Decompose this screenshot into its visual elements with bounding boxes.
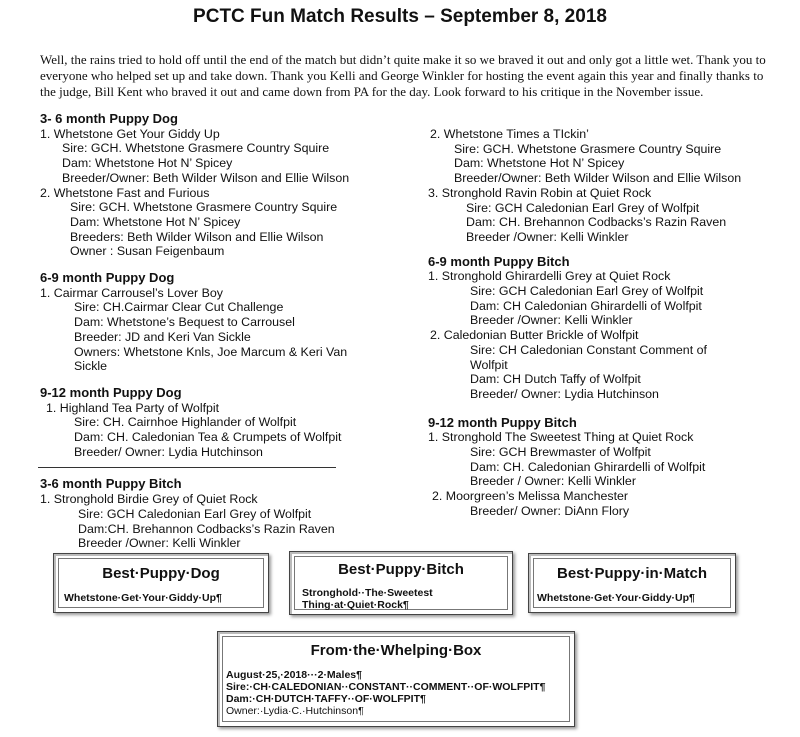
- entry-line: Breeder /Owner: Kelli Winkler: [466, 229, 629, 244]
- entry-line: Wolfpit: [470, 357, 508, 372]
- entry-line: Dam: Whetstone Hot N’ Spicey: [70, 214, 241, 229]
- entry-line: Breeder/ Owner: Lydia Hutchinson: [74, 444, 263, 459]
- box-title: Best·Puppy·Dog: [102, 565, 220, 582]
- entry-line: Sire: GCH Brewmaster of Wolfpit: [470, 445, 651, 460]
- entry-line: Sire: GCH. Whetstone Grasmere Country Squire: [62, 141, 330, 156]
- entry-line: 2. Whetstone Fast and Furious: [40, 185, 210, 200]
- entry-line: Sire: GCH Caledonian Earl Grey of Wolfpit: [466, 200, 700, 215]
- box-title: Best·Puppy·in·Match: [557, 565, 707, 582]
- best-puppy-bitch-box: [289, 551, 513, 615]
- section-heading: 9-12 month Puppy Bitch: [428, 414, 577, 430]
- divider: [38, 467, 336, 468]
- entry-line: Breeder / Owner: Kelli Winkler: [470, 474, 636, 489]
- entry-line: 1. Stronghold The Sweetest Thing at Quiet Rock: [428, 430, 694, 445]
- section-heading: 3- 6 month Puppy Dog: [40, 111, 178, 126]
- whelping-box: [217, 631, 575, 727]
- whelp-line: Sire:·CH·CALEDONIAN··CONSTANT··COMMENT··OF·WOLFPIT¶: [226, 681, 546, 693]
- entry-line: 1. Stronghold Ghirardelli Grey at Quiet Rock: [428, 269, 671, 284]
- entry-line: Owners: Whetstone Knls, Joe Marcum & Keri Van: [74, 344, 348, 359]
- best-puppy-in-match-box: [528, 553, 736, 613]
- entry-line: Dam: Whetstone Hot N’ Spicey: [62, 156, 233, 171]
- entry-line: Dam: Whetstone’s Bequest to Carrousel: [74, 315, 295, 330]
- entry-line: 2. Whetstone Times a TIckin’: [430, 127, 589, 141]
- entry-line: Breeder /Owner: Kelli Winkler: [78, 536, 241, 551]
- left-column: [40, 112, 349, 551]
- box-title: Best·Puppy·Bitch: [338, 561, 464, 578]
- best-puppy-dog-box: [53, 553, 269, 613]
- entry-line: 1. Highland Tea Party of Wolfpit: [46, 400, 220, 415]
- entry-line: Dam: CH Caledonian Ghirardelli of Wolfpit: [470, 298, 702, 313]
- entry-line: Breeder /Owner: Kelli Winkler: [470, 313, 633, 328]
- box-text: Thing·at·Quiet·Rock¶: [302, 599, 409, 611]
- entry-line: Breeder: JD and Keri Van Sickle: [74, 329, 251, 344]
- entry-line: Sire: GCH Caledonian Earl Grey of Wolfpit: [470, 284, 704, 299]
- entry-line: Sire: CH. Cairnhoe Highlander of Wolfpit: [74, 415, 297, 430]
- entry-line: Sire: CH Caledonian Constant Comment of: [470, 342, 707, 357]
- entry-line: 2. Caledonian Butter Brickle of Wolfpit: [430, 328, 639, 343]
- section-heading: 6-9 month Puppy Bitch: [428, 253, 570, 269]
- box-text: Whetstone·Get·Your·Giddy·Up¶: [537, 592, 695, 604]
- entry-line: Dam: CH Dutch Taffy of Wolfpit: [470, 372, 641, 387]
- entry-line: 1. Whetstone Get Your Giddy Up: [40, 126, 220, 141]
- entry-line: Sickle: [74, 359, 108, 374]
- entry-line: 1. Stronghold Birdie Grey of Quiet Rock: [40, 492, 258, 507]
- entry-line: Sire: GCH. Whetstone Grasmere Country Squire: [70, 200, 338, 215]
- entry-line: 1. Cairmar Carrousel’s Lover Boy: [40, 285, 223, 300]
- whelp-line: Dam:·CH·DUTCH·TAFFY··OF·WOLFPIT¶: [226, 693, 426, 705]
- section-heading: 6-9 month Puppy Dog: [40, 270, 175, 286]
- entry-line: Dam: CH. Caledonian Tea & Crumpets of Wolfpit: [74, 430, 342, 445]
- section-heading: 3-6 month Puppy Bitch: [40, 476, 182, 492]
- entry-line: Breeders: Beth Wilder Wilson and Ellie Wilson: [70, 229, 324, 244]
- entry-line: 2. Moorgreen’s Melissa Manchester: [432, 489, 629, 504]
- entry-line: Sire: GCH. Whetstone Grasmere Country Squire: [454, 141, 722, 156]
- box-text: Whetstone·Get·Your·Giddy·Up¶: [64, 592, 222, 604]
- entry-line: Breeder/ Owner: DiAnn Flory: [470, 503, 630, 518]
- intro-paragraph: Well, the rains tried to hold off until the end of the match but didn’t quite make it so we braved it out and only got a little wet. Thank you to everyone who helped set up and take down. Thank you Kelli and George Winkler for hosting the event again this year and finally thanks to the judge, Bill Kent who braved it out and came down from PA for the day. Look forward to his critique in the November issue.: [40, 52, 766, 99]
- entry-line: Dam:CH. Brehannon Codbacks’s Razin Raven: [78, 521, 335, 536]
- entry-line: Sire: GCH Caledonian Earl Grey of Wolfpit: [78, 506, 312, 521]
- entry-line: Dam: CH. Brehannon Codbacks’s Razin Raven: [466, 215, 727, 230]
- whelp-line: Owner:·Lydia·C.·Hutchinson¶: [226, 705, 364, 717]
- section-heading: 9-12 month Puppy Dog: [40, 384, 182, 400]
- entry-line: Breeder/Owner: Beth Wilder Wilson and Ellie Wilson: [454, 171, 742, 186]
- entry-line: Sire: CH.Cairmar Clear Cut Challenge: [74, 300, 284, 315]
- entry-line: Breeder/ Owner: Lydia Hutchinson: [470, 386, 659, 401]
- entry-line: Breeder/Owner: Beth Wilder Wilson and Ellie Wilson: [62, 170, 350, 185]
- whelp-line: August·25,·2018···2·Males¶: [226, 669, 362, 681]
- box-title: From·the·Whelping·Box: [310, 642, 482, 659]
- entry-line: Dam: CH. Caledonian Ghirardelli of Wolfpit: [470, 459, 706, 474]
- box-text: Stronghold··The·Sweetest: [302, 587, 433, 599]
- right-column: [428, 127, 741, 519]
- page-title: PCTC Fun Match Results – September 8, 2018: [193, 6, 607, 27]
- entry-line: Dam: Whetstone Hot N’ Spicey: [454, 156, 625, 171]
- entry-line: 3. Stronghold Ravin Robin at Quiet Rock: [428, 185, 652, 200]
- entry-line: Owner : Susan Feigenbaum: [70, 244, 225, 259]
